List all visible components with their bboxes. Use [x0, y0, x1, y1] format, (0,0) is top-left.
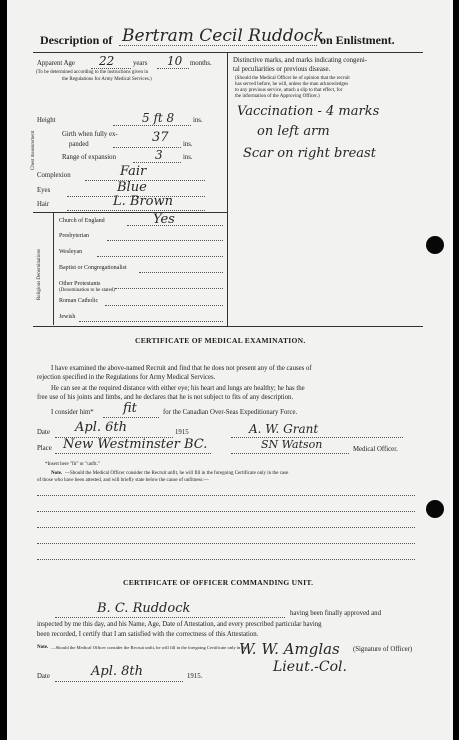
religion-label: Presbyterian — [59, 233, 89, 239]
religion-top-rule — [33, 212, 227, 213]
age-note-2: the Regulations for Army Medical Services.) — [62, 77, 152, 82]
place-value: New Westminster BC. — [63, 437, 208, 452]
place-line — [55, 453, 211, 454]
religion-line — [139, 272, 223, 273]
consider-line — [103, 417, 159, 418]
punch-hole — [426, 500, 444, 518]
medical-heading: CERTIFICATE OF MEDICAL EXAMINATION. — [135, 336, 306, 345]
marks-note-4: the information of the Approving Officer.) — [235, 94, 320, 99]
months-label: months. — [190, 60, 212, 67]
marks-note-3: to any previous service, attach a slip to that effect, for — [235, 88, 343, 93]
girth-line — [113, 147, 181, 148]
religion-label: Church of England — [59, 218, 105, 224]
column-divider — [227, 52, 228, 326]
header-rule — [33, 52, 423, 53]
religion-label: Baptist or Congregationalist — [59, 265, 127, 271]
marks-handwritten-3: Scar on right breast — [243, 146, 376, 161]
marks-handwritten-1: Vaccination - 4 marks — [237, 104, 380, 119]
height-line — [113, 125, 191, 126]
medical-para-1b: rejection specified in the Regulations for Army Medical Services. — [37, 374, 216, 381]
religion-label: Other Protestants — [59, 281, 101, 287]
medical-note-2: of those who have been attested, and will briefly state below the cause of unfitness:— — [37, 478, 209, 483]
hair-line — [67, 210, 205, 211]
medical-signature-2: SN Watson — [261, 438, 323, 451]
religion-side-label: Religious Denominations — [37, 249, 42, 300]
medical-para-1a: I have examined the above-named Recruit and find that he does not present any of the causes of — [51, 365, 312, 372]
complexion-value: Fair — [120, 164, 147, 179]
religion-line — [107, 240, 223, 241]
marks-label-2: tal peculiarities or previous disease. — [233, 66, 331, 73]
commanding-rank: Lieut.-Col. — [273, 659, 347, 675]
religion-label: Jewish — [59, 314, 76, 320]
commanding-note: —Should the Medical Officer consider the Recruit unfit, he will fill in the foregoing Certificate only in the — [51, 645, 248, 650]
height-label: Height — [37, 117, 56, 124]
height-unit: ins. — [193, 117, 203, 124]
range-line — [133, 162, 181, 163]
marks-note-1: (Should the Medical Officer be of opinion that the recruit — [235, 76, 350, 81]
medical-year: 1915 — [175, 429, 189, 436]
consider-rest: for the Canadian Over-Seas Expeditionary Force. — [163, 409, 298, 416]
marks-label-1: Distinctive marks, and marks indicating congeni- — [233, 57, 368, 64]
commanding-signature: W. W. Amglas — [239, 640, 340, 658]
range-unit: ins. — [183, 154, 193, 161]
medical-date-label: Date — [37, 429, 50, 436]
religion-line — [127, 225, 223, 226]
range-value: 3 — [155, 148, 163, 162]
commanding-name-line — [55, 617, 285, 618]
religion-line — [115, 288, 223, 289]
other-protestants-note: (Denomination to be stated) — [59, 288, 115, 293]
commanding-name: B. C. Ruddock — [97, 601, 191, 616]
unfitness-line — [37, 527, 415, 528]
age-years-line — [91, 68, 131, 69]
recruit-name: Bertram Cecil Ruddock — [122, 26, 324, 46]
punch-hole — [426, 236, 444, 254]
range-label: Range of expansion — [62, 154, 116, 161]
commanding-text-2: inspected by me this day, and his Name, Age, Date of Attestation, and every prescribed particular having — [37, 621, 322, 628]
marks-note-2: has served before, he will, unless the man acknowledges — [235, 82, 349, 87]
chest-side-label: Chest measurement — [31, 130, 36, 170]
title-left: Description of — [40, 33, 113, 47]
religion-divider — [53, 212, 54, 325]
years-label: years — [133, 60, 148, 67]
religion-line — [79, 321, 223, 322]
commanding-date-label: Date — [37, 673, 50, 680]
age-months: 10 — [167, 54, 183, 68]
title-right: on Enlistment. — [320, 33, 395, 47]
girth-unit: ins. — [183, 141, 193, 148]
marks-handwritten-2: on left arm — [257, 124, 330, 139]
mo-line — [231, 453, 349, 454]
commanding-heading: CERTIFICATE OF OFFICER COMMANDING UNIT. — [123, 578, 314, 587]
commanding-note-label: Note. — [37, 645, 49, 650]
eyes-value: Blue — [117, 180, 147, 195]
age-years: 22 — [99, 54, 115, 68]
place-label: Place — [37, 445, 52, 452]
medical-date-value: Apl. 6th — [75, 420, 127, 435]
age-label: Apparent Age — [37, 60, 75, 67]
age-note-1: (To be determined according to the instructions given in — [36, 70, 149, 75]
religion-label: Roman Catholic — [59, 298, 99, 304]
religion-line — [97, 256, 223, 257]
medical-note-label: Note. — [51, 471, 63, 476]
complexion-label: Complexion — [37, 172, 71, 179]
religion-value: Yes — [153, 212, 175, 227]
eyes-label: Eyes — [37, 187, 51, 194]
girth-value: 37 — [152, 130, 169, 145]
commanding-year: 1915. — [187, 673, 203, 680]
medical-para-2b: free use of his joints and limbs, and he declares that he is not subject to fits of any description. — [37, 394, 294, 401]
girth-label-1: Girth when fully ex- — [62, 131, 118, 138]
consider-label: I consider him* — [51, 409, 94, 416]
commanding-signature-label: (Signature of Officer) — [353, 646, 413, 653]
medical-footnote: *Insert here "fit" or "unfit." — [45, 462, 100, 467]
section-rule — [33, 326, 423, 327]
height-value: 5 ft 8 — [142, 111, 175, 125]
attestation-document — [7, 0, 453, 740]
girth-label-2: panded — [69, 141, 89, 148]
commanding-date-value: Apl. 8th — [91, 664, 143, 679]
hair-value: L. Brown — [113, 194, 173, 209]
religion-line — [105, 305, 223, 306]
medical-note-1: —Should the Medical Officer consider the Recruit unfit, he will fill in the foregoing Certificate only in the case — [65, 471, 289, 476]
commanding-text-1: having been finally approved and — [290, 610, 381, 617]
medical-para-2a: He can see at the required distance with either eye; his heart and lungs are healthy; he has the — [51, 385, 305, 392]
religion-label: Wesleyan — [59, 249, 83, 255]
hair-label: Hair — [37, 201, 50, 208]
medical-signature: A. W. Grant — [249, 422, 319, 436]
consider-value: fit — [123, 401, 137, 416]
unfitness-line — [37, 511, 415, 512]
commanding-date-line — [55, 681, 183, 682]
age-months-line — [157, 68, 189, 69]
medical-officer-label: Medical Officer. — [353, 446, 398, 453]
commanding-text-3: been recorded, I certify that I am satisfied with the correctness of this Attestation. — [37, 631, 259, 638]
unfitness-line — [37, 543, 415, 544]
unfitness-line — [37, 495, 415, 496]
unfitness-line — [37, 559, 415, 560]
name-underline — [119, 45, 317, 46]
